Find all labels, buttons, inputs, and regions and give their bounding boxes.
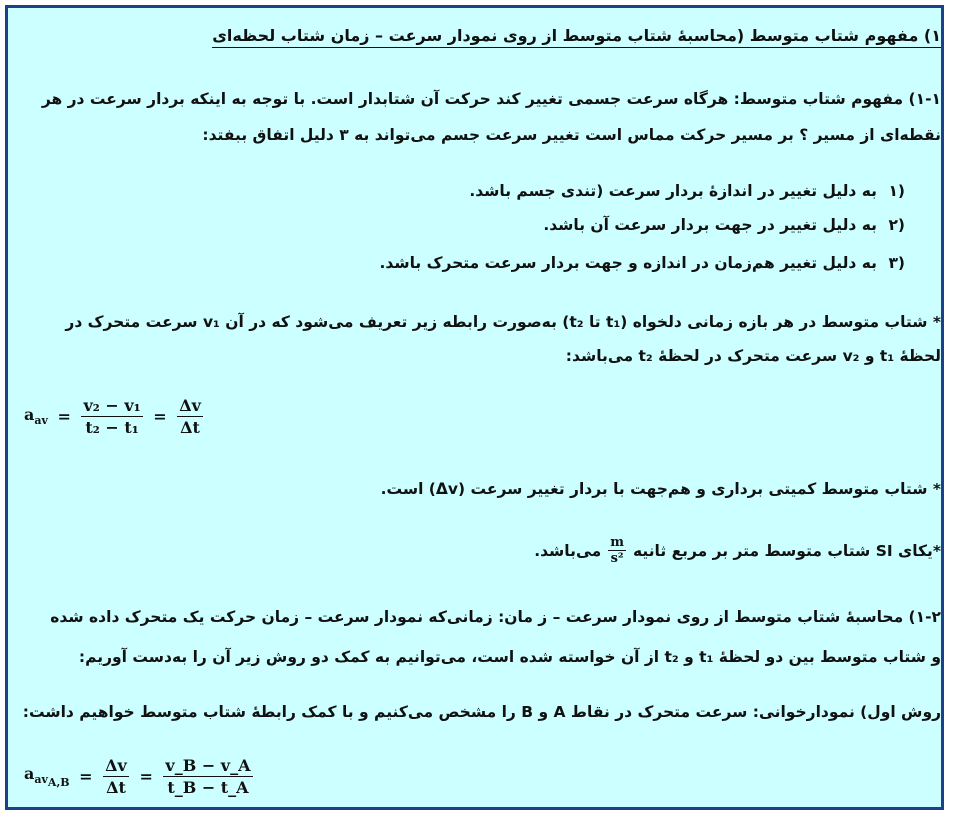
paragraph-2-line-2: و شتاب متوسط بین دو لحظهٔ t₁ و t₂ از آن خواسته شده است، می‌توانیم به کمک دو روش زیر آن را به‌دست آوریم: [78, 648, 941, 666]
formula-1-lhs-sub: av [34, 414, 48, 428]
section-title [212, 26, 941, 45]
unit-numerator: m [610, 535, 624, 550]
formula-2-lhs-sub: av [34, 773, 48, 786]
paragraph-1-line-1: ۱-۱) مفهوم شتاب متوسط: هرگاه سرعت جسمی تغییر کند حرکت آن شتابدار است. با توجه به اینکه بردار سرعت در هر [41, 90, 941, 108]
paragraph-2-line-1: ۱-۲) محاسبهٔ شتاب متوسط از روی نمودار سرعت – ز مان: زمانی‌که نمودار سرعت – زمان حرکت یک متحرک داده شده [50, 608, 941, 626]
note-3-text-after: می‌باشد. [534, 541, 602, 560]
formula-1-numerator-1: v₂ − v₁ [83, 396, 141, 415]
list-item-3-text: به دلیل تغییر هم‌زمان در اندازه و جهت بردار سرعت متحرک باشد. [379, 254, 877, 272]
list-item-1-number: ۱) [888, 182, 905, 200]
formula-1-lhs: a [24, 405, 35, 425]
note-3-text-before: *یکای SI شتاب متوسط متر بر مربع ثانیه [633, 541, 941, 560]
formula-2-lhs-subsub: A,B [47, 776, 70, 790]
list-item-2-text: به دلیل تغییر در جهت بردار سرعت آن باشد. [543, 216, 877, 234]
list-item-1-text: به دلیل تغییر در اندازهٔ بردار سرعت (تندی جسم باشد. [469, 182, 877, 200]
formula-average-acceleration-ab: $a_{av_{A,B}}$ = $\frac{\Delta v}{\Delta t}$ = $\frac{v\_B - v\_A}{t\_B - t\_A}$ [24, 756, 251, 797]
paragraph-1-line-2: نقطه‌ای از مسیر ؟ بر مسیر حرکت مماس است تغییر سرعت جسم می‌تواند به ۳ دلیل اتفاق ببفتد: [202, 126, 941, 144]
formula-2-numerator-2: v_B − v_A [165, 756, 251, 775]
formula-2-denominator-2: t_B − t_A [167, 778, 249, 797]
note-3 [534, 535, 941, 566]
formula-2-denominator-1: Δt [106, 778, 126, 797]
method-1-text: روش اول) نمودارخوانی: سرعت متحرک در نقاط A و B را مشخص می‌کنیم و با کمک رابطهٔ شتاب متوسط خواهیم داشت: [22, 703, 941, 721]
note-1-line-1: * شتاب متوسط در هر بازه زمانی دلخواه (t₁ تا t₂) به‌صورت رابطه زیر تعریف می‌شود که در آن v₁ سرعت متحرک در [65, 313, 941, 331]
note-1-line-2: لحظهٔ t₁ و v₂ سرعت متحرک در لحظهٔ t₂ می‌باشد: [565, 347, 941, 365]
list-item-3-number: ۳) [888, 254, 905, 272]
formula-1-denominator-1: t₂ − t₁ [85, 418, 139, 437]
list-item-2-number: ۲) [888, 216, 905, 234]
note-2: * شتاب متوسط کمیتی برداری و هم‌جهت با بردار تغییر سرعت (Δv) است. [380, 480, 941, 498]
formula-average-acceleration: $a_{av}$ = $\frac{\text{v₂ − v₁}}{\text{t₂ − t₁}}$ = $\frac{\Delta v}{\Delta t}$ [24, 396, 201, 437]
section-title-text: ۱) مفهوم شتاب متوسط (محاسبهٔ شتاب متوسط از روی نمودار سرعت – زمان شتاب لحظه‌ای [212, 26, 941, 48]
formula-1-numerator-2: Δv [179, 396, 201, 415]
formula-1-denominator-2: Δt [180, 418, 200, 437]
formula-2-lhs: a [24, 763, 35, 783]
unit-fraction [608, 535, 626, 566]
formula-2-numerator-1: Δv [105, 756, 127, 775]
unit-denominator: s² [610, 551, 624, 566]
